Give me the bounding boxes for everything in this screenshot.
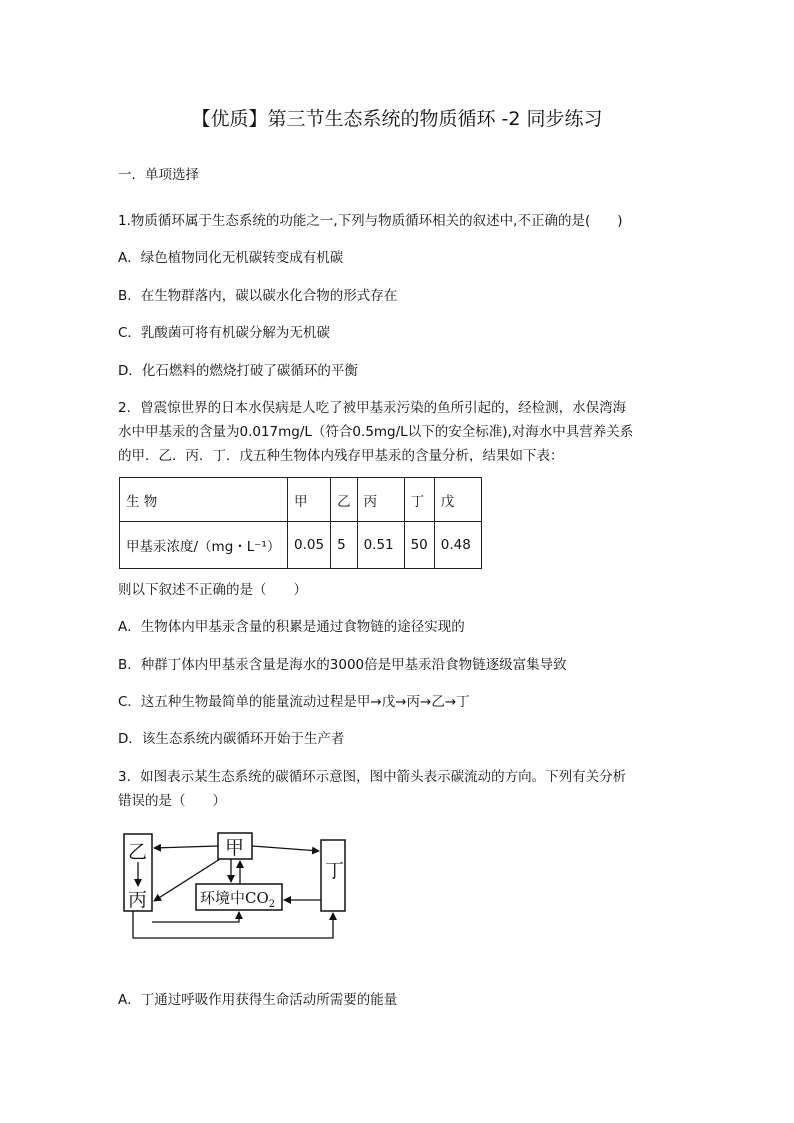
label-bing: 丙: [128, 889, 148, 911]
table-cell: 乙: [331, 478, 358, 522]
table-cell: 5: [331, 522, 358, 569]
q2-option-d: D．该生态系统内碳循环开始于生产者: [118, 731, 345, 747]
table-cell: 丁: [404, 478, 434, 522]
q2-stem-line-2: 水中甲基汞的含量为0.017mg/L（符合0.5mg/L以下的安全标准),对海水中具营养关系: [118, 424, 634, 440]
section-heading: 一．单项选择: [118, 167, 199, 183]
page-title: 【优质】第三节生态系统的物质循环 -2 同步练习: [191, 108, 603, 130]
q3-stem-line-1: 3．如图表示某生态系统的碳循环示意图，图中箭头表示碳流动的方向。下列有关分析: [118, 769, 627, 785]
table-cell: 丙: [357, 478, 404, 522]
arrow-jia-to-ding: [252, 846, 319, 851]
label-jia: 甲: [225, 837, 245, 859]
q1-option-d: D．化石燃料的燃烧打破了碳循环的平衡: [118, 363, 358, 379]
q2-option-a: A．生物体内甲基汞含量的积累是通过食物链的途径实现的: [118, 619, 465, 635]
label-env-co2: [200, 889, 275, 910]
q3-stem-line-2: 错误的是（ ）: [118, 793, 226, 809]
q2-after-table: 则以下叙述不正确的是（ ）: [118, 582, 307, 598]
table-header-row: [120, 478, 482, 522]
table-cell: 戊: [434, 478, 481, 522]
table-cell: 甲基汞浓度/（mg・L⁻¹）: [120, 522, 288, 569]
label-ding: 丁: [325, 860, 345, 882]
q1-option-b: B．在生物群落内，碳以碳水化合物的形式存在: [118, 288, 398, 304]
arrow-bing-to-env: [152, 912, 239, 922]
label-yi: 乙: [128, 841, 148, 863]
q3-option-a: A．丁通过呼吸作用获得生命活动所需要的能量: [118, 992, 398, 1008]
q1-stem: 1.物质循环属于生态系统的功能之一,下列与物质循环相关的叙述中,不正确的是( ): [118, 213, 623, 229]
table-cell: 50: [404, 522, 434, 569]
q2-option-c: C．这五种生物最简单的能量流动过程是甲→戊→丙→乙→丁: [118, 694, 470, 710]
table-cell: 甲: [288, 478, 331, 522]
q2-stem-line-1: 2．曾震惊世界的日本水俣病是人吃了被甲基汞污染的鱼所引起的，经检测，水俣湾海: [118, 400, 627, 416]
carbon-cycle-diagram: [118, 826, 358, 944]
label-env-subscript: 2: [268, 899, 276, 910]
arrow-bing-to-ding: [133, 911, 333, 938]
label-env-text: 环境中CO: [200, 889, 269, 907]
q1-option-c: C．乳酸菌可将有机碳分解为无机碳: [118, 325, 330, 341]
table-cell: 0.05: [288, 522, 331, 569]
methylmercury-table: [119, 477, 482, 569]
table-cell: 0.48: [434, 522, 481, 569]
q2-stem-line-3: 的甲．乙．丙．丁．戊五种生物体内残存甲基汞的含量分析，结果如下表：: [118, 448, 564, 464]
table-row: [120, 522, 482, 569]
table-cell: 0.51: [357, 522, 404, 569]
table-cell: 生 物: [120, 478, 288, 522]
q1-option-a: A．绿色植物同化无机碳转变成有机碳: [118, 250, 344, 266]
q2-option-b: B．种群丁体内甲基汞含量是海水的3000倍是甲基汞沿食物链逐级富集导致: [118, 657, 567, 673]
arrow-jia-to-yi: [154, 846, 218, 848]
